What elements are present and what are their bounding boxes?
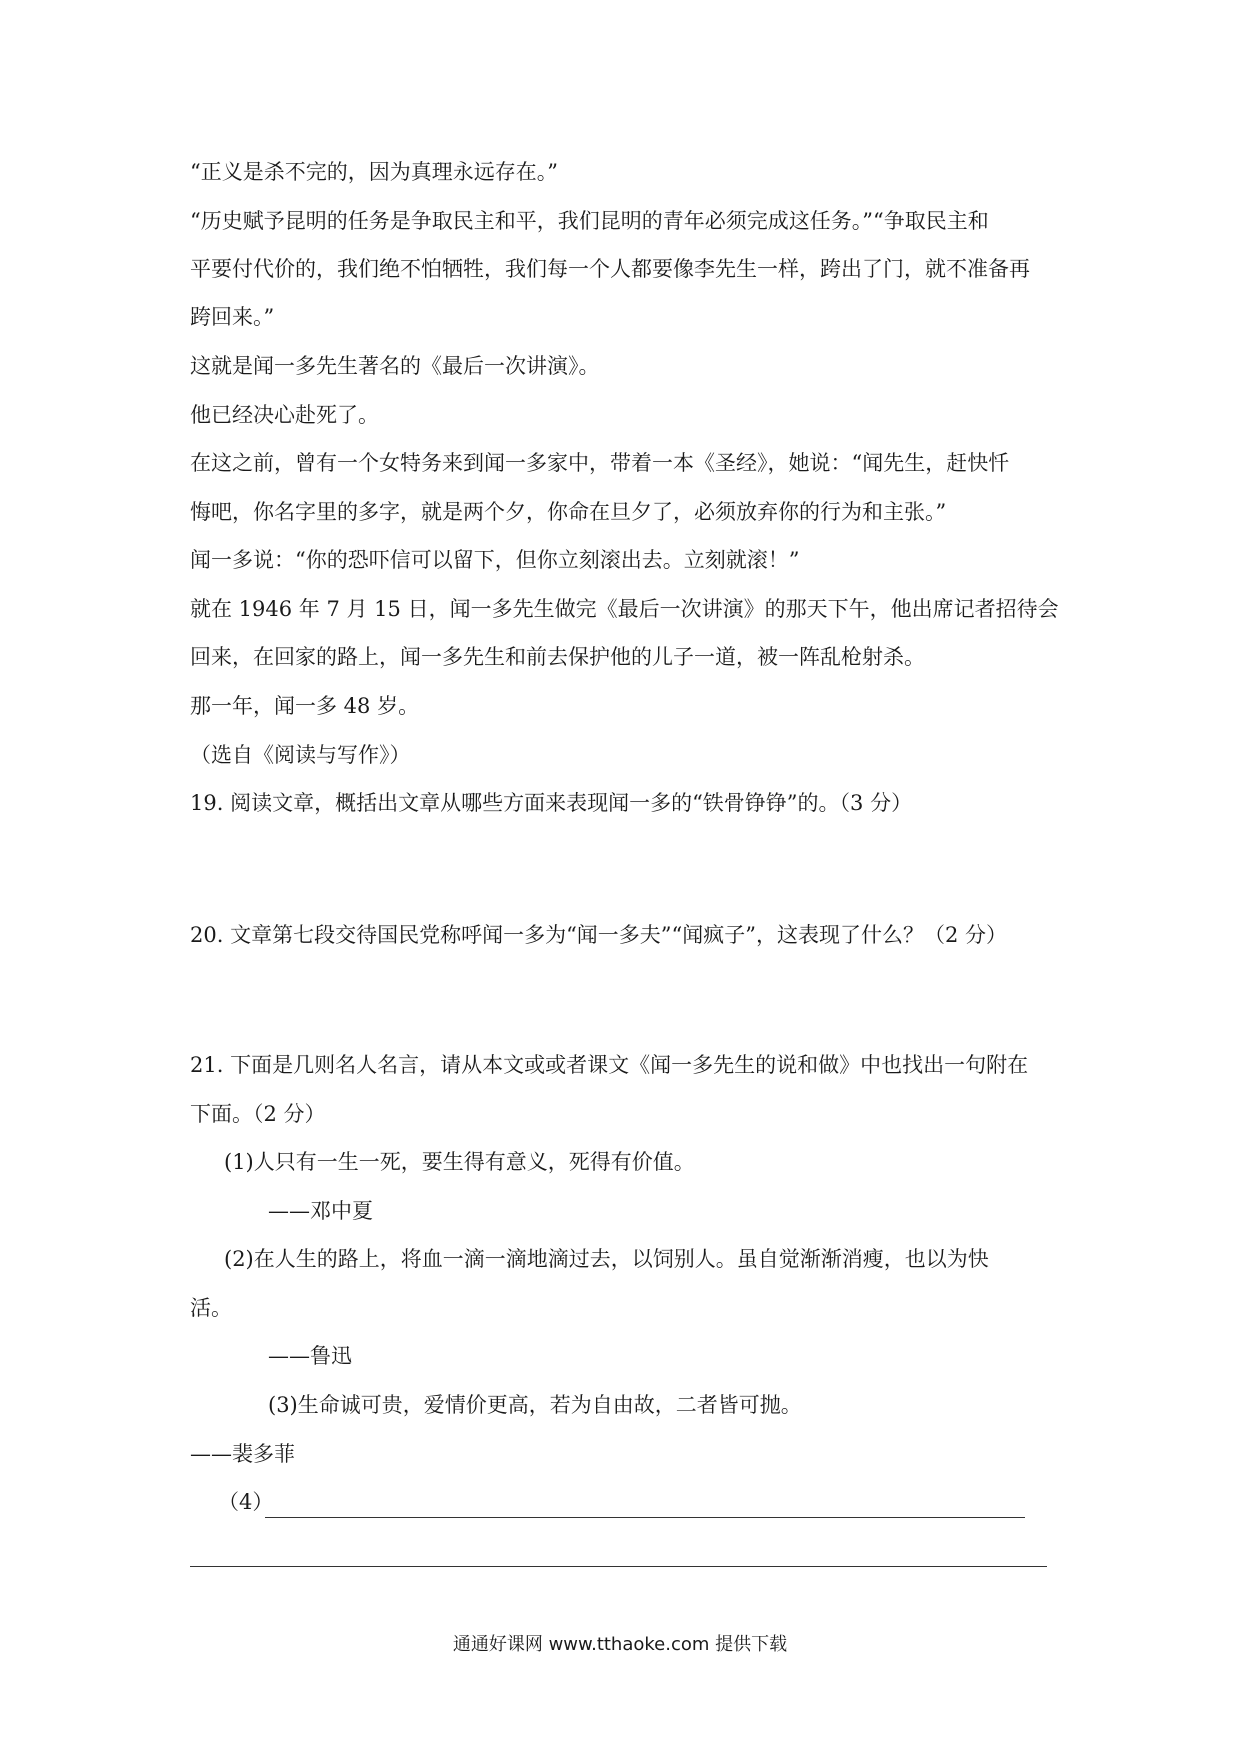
quote-text: (1)人只有一生一死，要生得有意义，死得有价值。 bbox=[224, 1150, 695, 1174]
question-20: 20. 文章第七段交待国民党称呼闻一多为“闻一多夫”“闻疯子”，这表现了什么？（2 分） bbox=[190, 923, 1008, 947]
passage-line: 他已经决心赴死了。 bbox=[190, 403, 379, 427]
passage-line: 在这之前，曾有一个女特务来到闻一多家中，带着一本《圣经》，她说：“闻先生，赶快忏 bbox=[190, 451, 1010, 475]
passage-line: 跨回来。” bbox=[190, 305, 275, 329]
passage-line: 回来，在回家的路上，闻一多先生和前去保护他的儿子一道，被一阵乱枪射杀。 bbox=[190, 645, 925, 669]
quote-label: （4） bbox=[218, 1490, 274, 1514]
quote-author: ——裴多菲 bbox=[190, 1442, 295, 1466]
passage-line: 平要付代价的，我们绝不怕牺牲，我们每一个人都要像李先生一样，跨出了门，就不准备再 bbox=[190, 257, 1030, 281]
question-21: 下面。（2 分） bbox=[190, 1102, 326, 1126]
quote-text: (3)生命诚可贵，爱情价更高，若为自由故，二者皆可抛。 bbox=[268, 1393, 802, 1417]
passage-line: 这就是闻一多先生著名的《最后一次讲演》。 bbox=[190, 354, 600, 378]
page-footer: 通通好课网 www.tthaoke.com 提供下载 bbox=[452, 1634, 788, 1655]
passage-line: 那一年，闻一多 48 岁。 bbox=[190, 694, 420, 718]
quote-text: 活。 bbox=[190, 1296, 232, 1320]
passage-line: “正义是杀不完的，因为真理永远存在。” bbox=[190, 160, 558, 184]
quote-text: (2)在人生的路上，将血一滴一滴地滴过去，以饲别人。虽自觉渐渐消瘦，也以为快 bbox=[224, 1247, 989, 1271]
question-21: 21. 下面是几则名人名言，请从本文或或者课文《闻一多先生的说和做》中也找出一句附在 bbox=[190, 1053, 1029, 1077]
question-19: 19. 阅读文章，概括出文章从哪些方面来表现闻一多的“铁骨铮铮”的。（3 分） bbox=[190, 791, 913, 815]
passage-line: 就在 1946 年 7 月 15 日，闻一多先生做完《最后一次讲演》的那天下午，他出席记者招待会 bbox=[190, 597, 1059, 621]
answer-line[interactable] bbox=[265, 1517, 1025, 1518]
passage-line: 悔吧，你名字里的多字，就是两个夕，你命在旦夕了，必须放弃你的行为和主张。” bbox=[190, 500, 947, 524]
passage-line: “历史赋予昆明的任务是争取民主和平，我们昆明的青年必须完成这任务。”“争取民主和 bbox=[190, 209, 989, 233]
quote-author: ——邓中夏 bbox=[268, 1199, 373, 1223]
quote-author: ——鲁迅 bbox=[268, 1344, 352, 1368]
answer-line[interactable] bbox=[190, 1566, 1047, 1567]
passage-line: 闻一多说：“你的恐吓信可以留下，但你立刻滚出去。立刻就滚！” bbox=[190, 548, 800, 572]
passage-source: （选自《阅读与写作》） bbox=[190, 743, 411, 767]
